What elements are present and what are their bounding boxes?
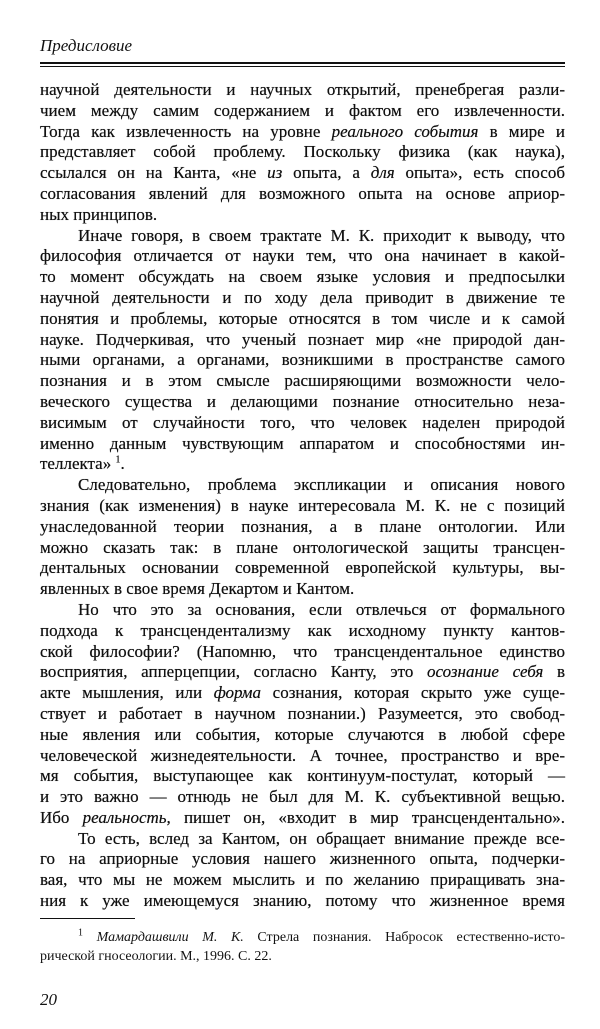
text-line [40,621,565,642]
text-run: ных принципов. [40,204,158,224]
text-line [40,330,565,351]
text-line [40,101,565,122]
text-line [40,434,565,455]
text-run: акте мышления, или [40,683,214,703]
text-line [40,558,565,579]
header-rule [40,62,565,64]
text-line [40,163,565,184]
text-run: и это важно — отнюдь не был для М. К. субъективной вещью. [40,787,565,807]
text-line [40,80,565,101]
text-run: Следовательно, проблема экспликации и описания нового [78,475,565,495]
text-run: То есть, вслед за Кантом, он обращает внимание прежде все- [78,828,565,848]
text-run: Ибо [40,807,83,827]
text-run: ской философии? (Напомню, что трансцендентальное единство [40,641,565,661]
text-line [40,725,565,746]
text-line [40,928,565,947]
text-run: пишет он, «входит в мир трансцендентально». [170,807,565,827]
chapter-title: Предисловие [40,36,133,55]
text-run: опыта, а [282,163,371,183]
text-run: чием между самим содержанием и фактом его извлеченности. [40,100,565,120]
text-run: Но что это за основания, если отвлечься от формального [78,599,565,619]
text-run: го на априорные условия нашего жизненного опыта, подчерки- [40,849,565,869]
text-line [40,683,565,704]
footnote [40,928,565,966]
text-line [40,808,565,829]
text-line [40,891,565,912]
text-run: веческого существа и делающими познание относительно неза- [40,391,565,411]
paragraph [40,80,565,226]
paragraph [40,475,565,600]
text-run: теллекта» [40,454,116,474]
text-line [40,475,565,496]
text-run: подхода к трансцендентализму как исходному пункту кантов- [40,620,565,640]
text-run: мя события, выступающее как континуум-постулат, который — [40,766,565,786]
text-run: представляет собой проблему. Поскольку физика (как наука), [40,142,565,162]
text-line [40,205,565,226]
text-run: Тогда как извлеченность на уровне [40,121,332,141]
text-line [40,600,565,621]
footnote-marker: 1 [78,927,83,939]
text-line [40,288,565,309]
text-line [40,787,565,808]
header-rule-thin [40,66,565,67]
text-run: дентальных основании современной европейской культуры, вы- [40,558,565,578]
text-line [40,454,565,475]
text-line [40,184,565,205]
text-run: в [543,662,565,682]
text-line [40,496,565,517]
text-run: ния к уже имеющемуся знанию, потому что жизненное время [40,891,565,911]
paragraph [40,829,565,912]
text-line [40,267,565,288]
text-line [40,538,565,559]
text-line [40,246,565,267]
text-run: висимым от случайности того, что человек наделен природой [40,412,565,432]
text-line [40,947,565,966]
text-run: ствует и работает в научном познании.) Разумеется, это свобод- [40,703,565,723]
text-run: Иначе говоря, в своем трактате М. К. приходит к выводу, что [78,225,565,245]
text-line [40,350,565,371]
italic-run: для [370,163,395,183]
text-line [40,766,565,787]
text-run [83,930,97,945]
text-run: можно сказать так: в плане онтологической защиты трансцен- [40,537,565,557]
text-run: вая, что мы не можем мыслить и по желанию приращивать зна- [40,870,565,890]
text-run: философия отличается от науки тем, что она начинает в какой- [40,246,565,266]
text-line [40,704,565,725]
text-line [40,413,565,434]
footnote-separator [40,918,135,919]
italic-run: осознание себя [427,662,544,682]
text-line [40,392,565,413]
footnote-marker: 1 [115,454,121,466]
text-run: в мире и [478,121,565,141]
text-run: познания и в этом смысле расширяющими возможности чело- [40,371,565,391]
text-line [40,122,565,143]
text-run: . [120,454,125,474]
text-run: унаследованной теории познания, а в плане онтологии. Или [40,516,565,536]
text-run: научной деятельности и по ходу дела приводит в движение те [40,287,565,307]
text-run: науке. Подчеркивая, что ученый познает мир «не природой дан- [40,329,565,349]
text-run: рической гносеологии. М., 1996. С. 22. [40,949,272,964]
text-line [40,517,565,538]
text-run: человеческой жизнедеятельности. А точнее, пространство и вре- [40,745,565,765]
text-run: то момент обсуждать на своем языке условия и предпосылки [40,267,565,287]
text-run: именно данным чувствующим аппаратом и способностями ин- [40,433,565,453]
text-line [40,829,565,850]
text-run: восприятия, апперцепции, согласно Канту, это [40,662,428,682]
text-line [40,142,565,163]
text-run: сознания, которая скрыто уже суще- [261,683,565,703]
italic-run: из [267,163,283,183]
text-run: Стрела познания. Набросок естественно-исто- [243,930,565,945]
paragraph [40,600,565,829]
text-run: ссылался он на Канта, «не [40,163,268,183]
italic-run: реального события [331,121,479,141]
italic-run: Мамардашвили М. К. [96,930,244,945]
text-line [40,746,565,767]
text-line [40,642,565,663]
paragraph [40,226,565,476]
text-line [40,226,565,247]
text-line [40,309,565,330]
text-line [40,662,565,683]
text-run: согласования явлений для возможного опыта на основе априор- [40,183,565,203]
page-number: 20 [40,990,57,1009]
text-line [40,371,565,392]
text-line [40,870,565,891]
text-line [40,579,565,600]
text-run: явленных в свое время Декартом и Кантом. [40,579,355,599]
text-run: научной деятельности и научных открытий, пренебрегая разли- [40,80,565,99]
text-run: опыта», есть способ [394,163,565,183]
text-line [40,849,565,870]
italic-run: реальность, [82,807,171,827]
italic-run: форма [213,683,262,703]
text-run: понятия и проблемы, которые относятся в том числе и к самой [40,308,565,328]
text-run: ные явления или события, которые случаются в любой сфере [40,724,565,744]
text-run: знания (как изменения) в науке интересовала М. К. не с позиций [40,495,565,515]
text-run: ными органами, а органами, возникшими в пространстве самого [40,350,565,370]
body-text [40,80,565,912]
